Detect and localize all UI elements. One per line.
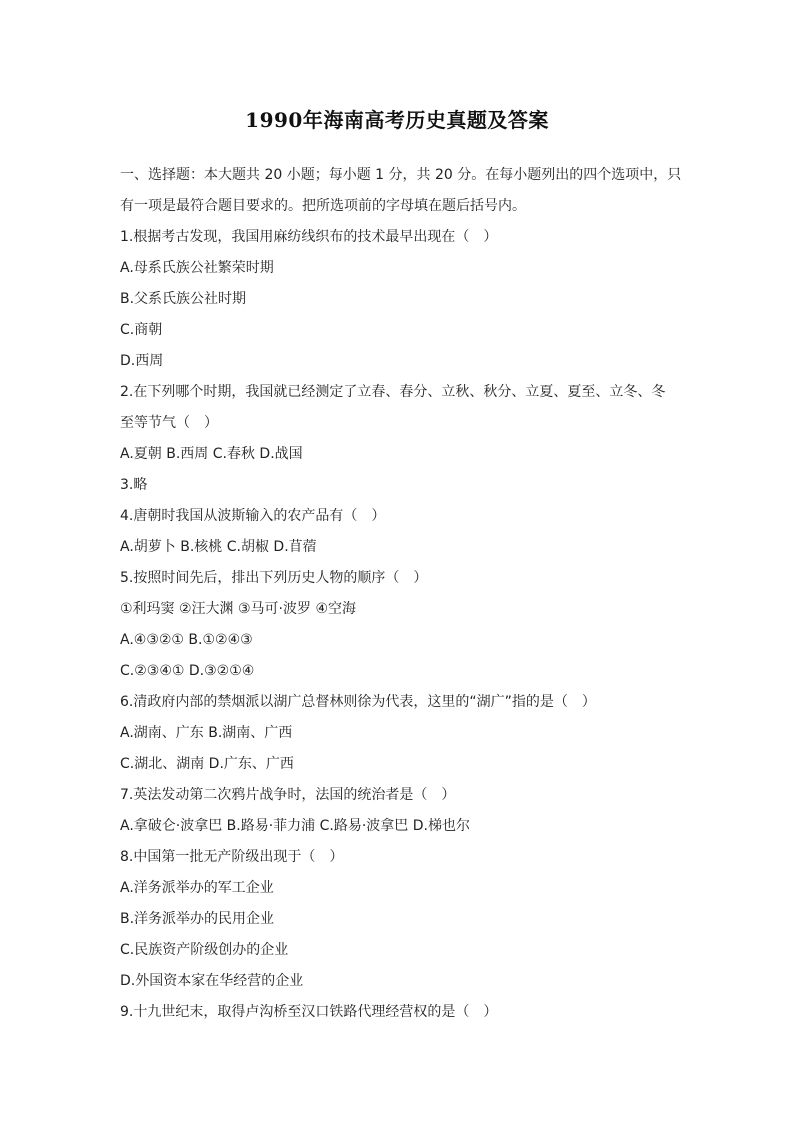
option-line: A.夏朝 B.西周 C.春秋 D.战国 [120,446,303,462]
option-line: A.湖南、广东 B.湖南、广西 [120,725,293,741]
question-5: 5.按照时间先后，排出下列历史人物的顺序（ ） [120,570,428,586]
option-line: A.胡萝卜 B.核桃 C.胡椒 D.苜蓿 [120,539,317,555]
question-8: 8.中国第一批无产阶级出现于（ ） [120,849,344,865]
option-line: A.拿破仑·波拿巴 B.路易·菲力浦 C.路易·波拿巴 D.梯也尔 [120,818,470,834]
option-line: B.父系氏族公社时期 [120,291,247,307]
option-line: C.湖北、湖南 D.广东、广西 [120,756,294,772]
option-line: B.洋务派举办的民用企业 [120,911,275,927]
document-body [120,160,680,1028]
question-4: 4.唐朝时我国从波斯输入的农产品有（ ） [120,508,386,524]
option-line: D.西周 [120,353,164,369]
question-6: 6.清政府内部的禁烟派以湖广总督林则徐为代表，这里的“湖广”指的是（ ） [120,694,596,710]
option-line: A.洋务派举办的军工企业 [120,880,274,896]
question-1: 1.根据考古发现，我国用麻纺线织布的技术最早出现在（ ） [120,229,498,245]
option-line: C.民族资产阶级创办的企业 [120,942,289,958]
question-2: 2.在下列哪个时期，我国就已经测定了立春、春分、立秋、秋分、立夏、夏至、立冬、冬 [120,384,666,400]
option-line: A.母系氏族公社繁荣时期 [120,260,274,276]
option-line: C.②③④① D.③②①④ [120,663,255,679]
question-9: 9.十九世纪末，取得卢沟桥至汉口铁路代理经营权的是（ ） [120,1004,498,1020]
option-line: A.④③②① B.①②④③ [120,632,253,648]
question-5-items: ①利玛窦 ②汪大渊 ③马可·波罗 ④空海 [120,601,357,617]
question-2-cont: 至等节气（ ） [120,415,218,431]
option-line: C.商朝 [120,322,163,338]
section-intro-line: 一、选择题：本大题共 20 小题；每小题 1 分，共 20 分。在每小题列出的四个选项中，只 [120,167,682,183]
question-3: 3.略 [120,477,148,493]
question-7: 7.英法发动第二次鸦片战争时，法国的统治者是（ ） [120,787,456,803]
option-line: D.外国资本家在华经营的企业 [120,973,304,989]
document-title: 1990年海南高考历史真题及答案 [245,108,549,132]
section-intro-line: 有一项是最符合题目要求的。把所选项前的字母填在题后括号内。 [120,198,526,214]
